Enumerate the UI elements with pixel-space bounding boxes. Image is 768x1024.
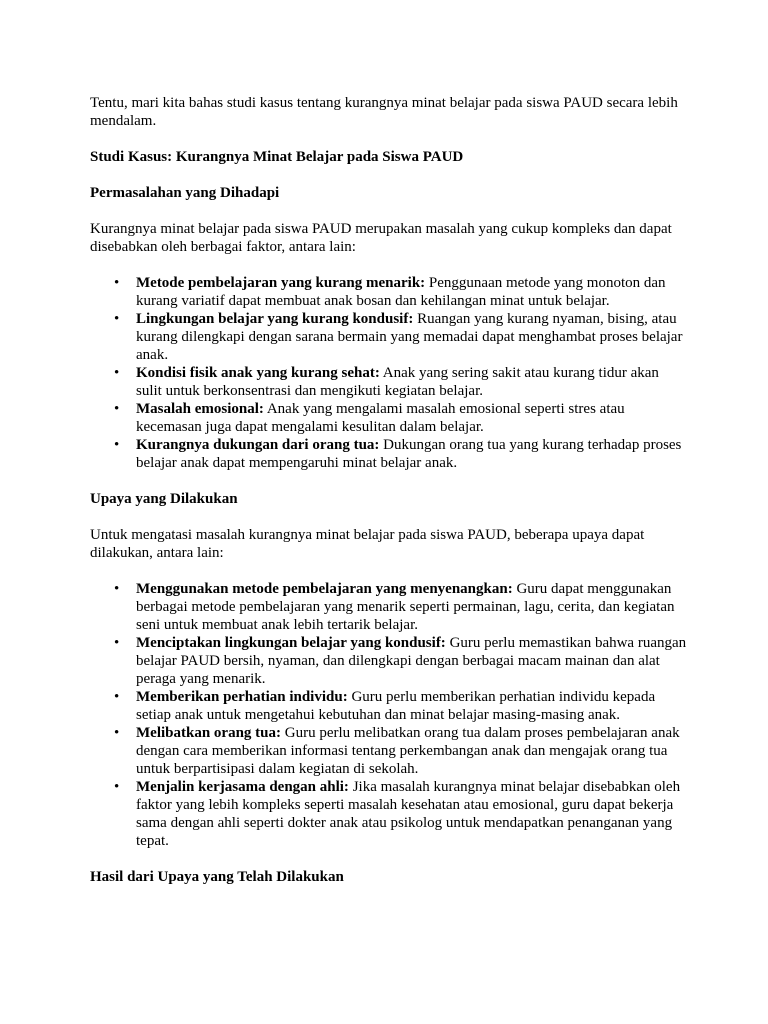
bullet-icon: • <box>114 365 120 381</box>
intro-paragraph: Tentu, mari kita bahas studi kasus tentang kurangnya minat belajar pada siswa PAUD secara lebih mendalam. <box>90 95 678 129</box>
problem-term: Masalah emosional: <box>136 401 264 417</box>
effort-term: Menciptakan lingkungan belajar yang kondusif: <box>136 635 446 651</box>
bullet-icon: • <box>114 779 120 795</box>
effort-term: Menggunakan metode pembelajaran yang menyenangkan: <box>136 581 513 597</box>
problem-term: Kurangnya dukungan dari orang tua: <box>136 437 380 453</box>
problem-item <box>114 274 688 310</box>
effort-term: Melibatkan orang tua: <box>136 725 282 741</box>
problem-term: Kondisi fisik anak yang kurang sehat: <box>136 365 380 381</box>
problem-item <box>114 400 688 436</box>
problem-term: Lingkungan belajar yang kurang kondusif: <box>136 311 414 327</box>
bullet-icon: • <box>114 725 120 741</box>
efforts-intro: Untuk mengatasi masalah kurangnya minat belajar pada siswa PAUD, beberapa upaya dapat dilakukan, antara lain: <box>90 527 645 561</box>
problem-item <box>114 436 688 472</box>
effort-text: Jika masalah kurangnya minat belajar disebabkan oleh faktor yang lebih kompleks seperti masalah kesehatan atau emosional, guru dapat bekerja sama dengan ahli seperti dokter anak atau psikolog untuk mendapatkan penanganan yang tepat. <box>136 779 681 849</box>
bullet-icon: • <box>114 275 120 291</box>
effort-item <box>114 778 688 850</box>
effort-term: Menjalin kerjasama dengan ahli: <box>136 779 349 795</box>
bullet-icon: • <box>114 401 120 417</box>
bullet-icon: • <box>114 635 120 651</box>
effort-item <box>114 580 688 634</box>
problems-intro: Kurangnya minat belajar pada siswa PAUD merupakan masalah yang cukup kompleks dan dapat disebabkan oleh berbagai faktor, antara lain: <box>90 221 672 255</box>
efforts-list <box>90 580 688 850</box>
bullet-icon: • <box>114 689 120 705</box>
problem-item <box>114 310 688 364</box>
problems-list <box>90 274 688 472</box>
efforts-heading: Upaya yang Dilakukan <box>90 491 238 507</box>
problem-text: Anak yang sering sakit atau kurang tidur akan sulit untuk berkonsentrasi dan mengikuti kegiatan belajar. <box>136 365 659 399</box>
problem-text: Ruangan yang kurang nyaman, bising, atau kurang dilengkapi dengan sarana bermain yang memadai dapat menghambat proses belajar anak. <box>136 311 683 363</box>
effort-text: Guru dapat menggunakan berbagai metode pembelajaran yang menarik seperti permainan, lagu, cerita, dan kegiatan seni untuk membuat anak lebih tertarik belajar. <box>136 581 675 633</box>
effort-item <box>114 688 688 724</box>
effort-text: Guru perlu melibatkan orang tua dalam proses pembelajaran anak dengan cara memberikan informasi tentang perkembangan anak dan mengajak orang tua untuk berpartisipasi dalam kegiatan di sekolah. <box>136 725 680 777</box>
bullet-icon: • <box>114 581 120 597</box>
effort-term: Memberikan perhatian individu: <box>136 689 348 705</box>
effort-text: Guru perlu memberikan perhatian individu kepada setiap anak untuk mengetahui kebutuhan dan minat belajar masing-masing anak. <box>136 689 656 723</box>
problem-item <box>114 364 688 400</box>
problem-text: Penggunaan metode yang monoton dan kurang variatif dapat membuat anak bosan dan kehilangan minat untuk belajar. <box>136 275 666 309</box>
problem-text: Anak yang mengalami masalah emosional seperti stres atau kecemasan juga dapat mengalami kesulitan dalam belajar. <box>136 401 625 435</box>
effort-text: Guru perlu memastikan bahwa ruangan belajar PAUD bersih, nyaman, dan dilengkapi dengan berbagai macam mainan dan alat peraga yang menarik. <box>136 635 687 687</box>
effort-item <box>114 724 688 778</box>
bullet-icon: • <box>114 437 120 453</box>
results-heading: Hasil dari Upaya yang Telah Dilakukan <box>90 869 344 885</box>
problem-text: Dukungan orang tua yang kurang terhadap proses belajar anak dapat mempengaruhi minat belajar anak. <box>136 437 682 471</box>
effort-item <box>114 634 688 688</box>
bullet-icon: • <box>114 311 120 327</box>
case-title: Studi Kasus: Kurangnya Minat Belajar pada Siswa PAUD <box>90 149 464 165</box>
problems-heading: Permasalahan yang Dihadapi <box>90 185 280 201</box>
problem-term: Metode pembelajaran yang kurang menarik: <box>136 275 426 291</box>
